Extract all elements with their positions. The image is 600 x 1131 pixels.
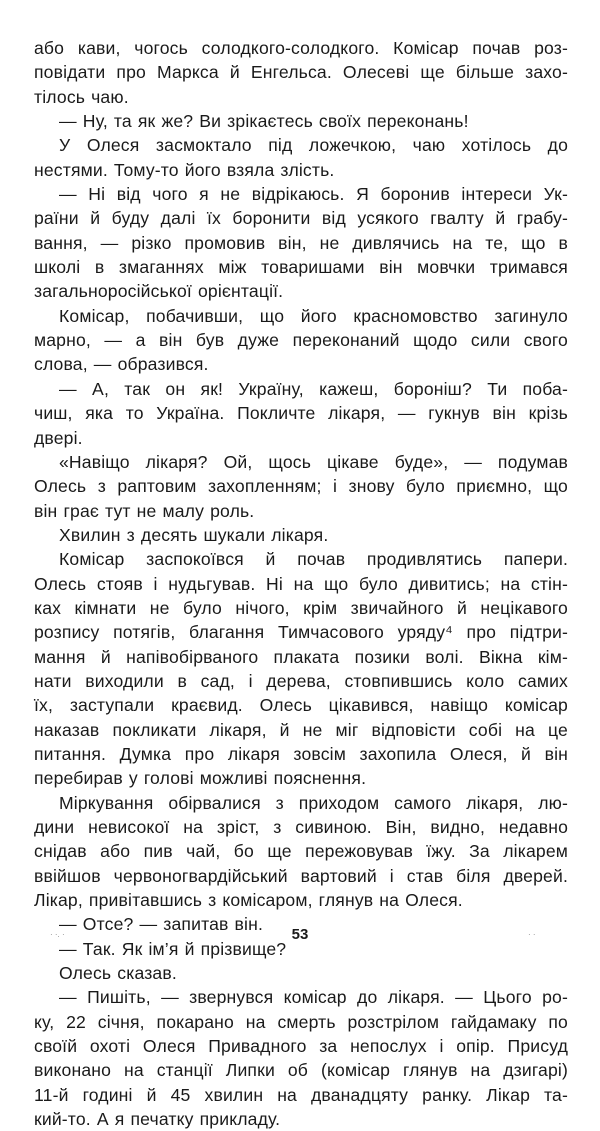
text-line: Лікар, привітавшись з комісаром, глянув на Олеся.	[34, 890, 463, 911]
text-line: наказав покликати лікаря, й не міг відповісти собі на це	[34, 719, 568, 740]
book-page-text	[34, 36, 568, 1131]
text-line: слова, — образився.	[34, 354, 209, 375]
text-line: — Пишіть, — звернувся комісар до лікаря. — Цього ро-	[59, 987, 568, 1008]
text-line: ку, 22 січня, покарано на смерть розстрілом гайдамаку по	[34, 1011, 568, 1032]
text-line: розпису потягів, благання Тимчасового уряду⁴ про підтри-	[34, 622, 568, 643]
text-line: тілось чаю.	[34, 86, 129, 107]
scan-artifact: · ·. ·	[50, 930, 65, 939]
text-line: — Отсе? — запитав він.	[59, 914, 264, 935]
text-line: вання, — різко промовив він, не дивлячись на те, що в	[34, 232, 568, 253]
text-line: нати виходили в сад, і дерева, стовпившись коло самих	[34, 670, 568, 691]
text-line: 11-й годині й 45 хвилин на дванадцяту ранку. Лікар та-	[34, 1084, 568, 1105]
text-line: ввійшов червоногвардійський вартовий і став біля дверей.	[34, 865, 568, 886]
text-line: марно, — а він був дуже переконаний щодо сили свого	[34, 330, 568, 351]
text-line: виконано на станції Липки об (комісар глянув на дзигарі)	[34, 1060, 568, 1081]
text-line: дини невисокої на зріст, з сивиною. Він, видно, недавно	[34, 817, 568, 837]
text-line: перебирав у голові можливі пояснення.	[34, 768, 367, 789]
text-line: «Навіщо лікаря? Ой, щось цікаве буде», — подумав	[59, 451, 568, 472]
text-line: У Олеся засмоктало під ложечкою, чаю хотілось до	[59, 135, 568, 156]
text-line: повідати про Маркса й Енгельса. Олесеві ще більше захо-	[34, 62, 568, 83]
text-line: раїни й буду далі їх боронити від усякого гвалту й грабу-	[34, 208, 568, 229]
text-line: ках кімнати не було нічого, крім звичайного й нецікавого	[34, 597, 568, 618]
text-line: — Ну, та як же? Ви зрікаєтесь своїх переконань!	[59, 111, 469, 132]
page-number: 53	[291, 926, 309, 943]
text-line: їх, заступали краєвид. Олесь цікавився, навіщо комісар	[34, 695, 568, 716]
text-line: він грає тут не малу роль.	[34, 500, 255, 521]
text-line: Міркування обірвалися з приходом самого лікаря, лю-	[59, 792, 568, 813]
text-line: Комісар, побачивши, що його красномовство загинуло	[59, 305, 568, 326]
text-line: Олесь стояв і нудьгував. Ні на що було дивитись; на стін-	[34, 573, 568, 594]
text-line: — Ні від чого я не відрікаюсь. Я боронив інтереси Ук-	[59, 184, 568, 205]
text-line: — Так. Як ім’я й прізвище?	[59, 938, 287, 959]
text-line: питання. Думка про лікаря зовсім захопила Олеся, й він	[34, 743, 568, 764]
text-line: Комісар заспокоївся й почав продивлятись папери.	[59, 549, 568, 570]
text-line: чиш, яка то Україна. Покличте лікаря, — гукнув він крізь	[34, 403, 568, 424]
text-line: мання й напівобірваного плаката позики волі. Вікна кім-	[34, 646, 568, 667]
text-line: снідав або пив чай, бо ще пережовував їжу. За лікарем	[34, 841, 568, 862]
scan-artifact: · ·	[528, 930, 536, 939]
text-line: Олесь сказав.	[59, 963, 177, 984]
text-line: Хвилин з десять шукали лікаря.	[59, 524, 329, 545]
text-line: своїй охоті Олеся Привадного за непослух і опір. Присуд	[34, 1036, 568, 1057]
text-line: двері.	[34, 427, 83, 448]
text-line: — А, так он як! Україну, кажеш, бороніш? Ти поба-	[59, 378, 568, 399]
text-line: кий-то. А я печатку прикладу.	[34, 1109, 281, 1130]
text-line: школі в змаганнях між товаришами він мовчки тримався	[34, 257, 568, 278]
text-line: нестями. Тому-то його взяла злість.	[34, 159, 335, 180]
text-line: загальноросійської орієнтації.	[34, 281, 284, 302]
text-line: або кави, чогось солодкого-солодкого. Комісар почав роз-	[34, 38, 568, 58]
text-line: Олесь з раптовим захопленням; і знову було приємно, що	[34, 476, 568, 497]
